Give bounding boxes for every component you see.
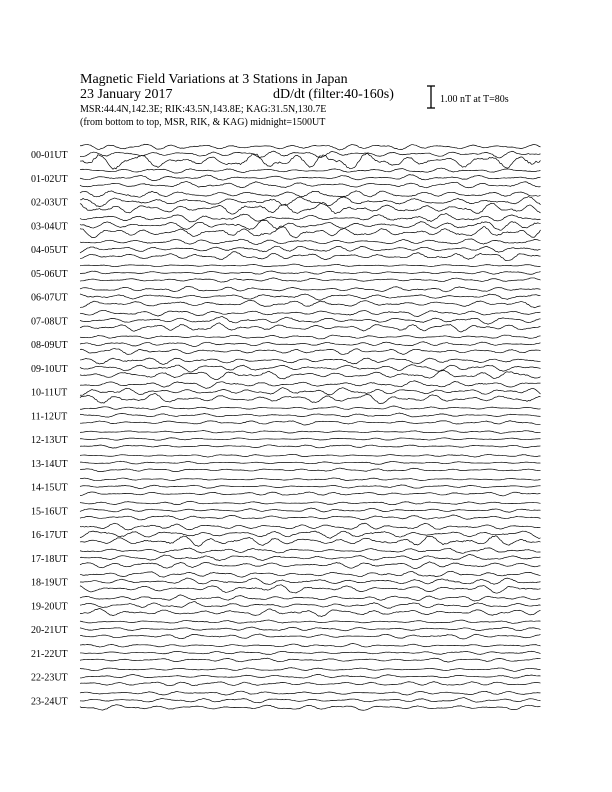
row-00-01UT [31, 144, 541, 169]
trace-MSR [80, 658, 541, 662]
trace-MSR [80, 393, 541, 403]
trace-RIK [80, 602, 541, 609]
row-label: 01-02UT [31, 173, 68, 185]
trace-KAG [80, 214, 541, 222]
row-label: 06-07UT [31, 292, 68, 304]
trace-RIK [80, 508, 541, 512]
row-label: 04-05UT [31, 245, 68, 256]
trace-KAG [80, 310, 541, 316]
row-label: 19-20UT [31, 601, 68, 613]
trace-KAG [80, 478, 541, 481]
trace-KAG [80, 381, 541, 389]
trace-KAG [80, 286, 541, 292]
chart-date: 23 January 2017 [80, 87, 173, 102]
station-coordinates: MSR:44.4N,142.3E; RIK:43.5N,143.8E; KAG:31.5N,130.7E [80, 104, 327, 115]
trace-MSR [80, 609, 541, 617]
row-label: 21-22UT [31, 648, 68, 660]
trace-KAG [80, 691, 541, 695]
trace-RIK [80, 531, 541, 538]
trace-KAG [80, 571, 541, 577]
row-10-11UT [31, 381, 541, 404]
trace-RIK [80, 413, 541, 417]
trace-RIK [80, 220, 541, 230]
trace-KAG [80, 668, 541, 672]
row-11-12UT [31, 406, 541, 425]
row-02-03UT [31, 191, 541, 214]
row-06-07UT [31, 286, 541, 307]
trace-MSR [80, 300, 541, 307]
trace-MSR [80, 705, 541, 711]
trace-MSR [80, 349, 541, 355]
trace-MSR [80, 682, 541, 686]
row-21-22UT [31, 644, 541, 662]
row-20-21UT [31, 620, 541, 639]
trace-MSR [80, 181, 541, 187]
row-18-19UT [31, 571, 541, 593]
trace-RIK [80, 554, 541, 560]
trace-RIK [80, 271, 541, 274]
trace-KAG [80, 454, 541, 457]
scale-bar [427, 86, 435, 108]
row-label: 00-01UT [31, 150, 68, 161]
row-03-04UT [31, 214, 541, 238]
trace-RIK [80, 317, 541, 325]
trace-RIK [80, 246, 541, 253]
row-07-08UT [31, 310, 541, 332]
trace-MSR [80, 634, 541, 639]
row-label: 10-11UT [31, 387, 68, 399]
row-label: 15-16UT [31, 506, 68, 518]
row-15-16UT [31, 501, 541, 520]
row-label: 09-10UT [31, 363, 68, 375]
trace-KAG [80, 644, 541, 647]
row-13-14UT [31, 454, 541, 471]
trace-KAG [80, 239, 541, 245]
trace-RIK [80, 485, 541, 489]
trace-RIK [80, 151, 541, 158]
row-17-18UT [31, 548, 541, 569]
trace-KAG [80, 548, 541, 553]
chart-quantity: dD/dt (filter:40-160s) [273, 87, 394, 102]
trace-MSR [80, 585, 541, 593]
trace-KAG [80, 191, 541, 197]
trace-KAG [80, 501, 541, 504]
row-14-15UT [31, 478, 541, 496]
trace-RIK [80, 461, 541, 464]
trace-MSR [80, 278, 541, 282]
trace-RIK [80, 697, 541, 702]
trace-RIK [80, 342, 541, 347]
trace-MSR [80, 323, 541, 332]
trace-MSR [80, 370, 541, 380]
row-12-13UT [31, 430, 541, 448]
trace-KAG [80, 523, 541, 530]
trace-MSR [80, 252, 541, 261]
row-label: 05-06UT [31, 268, 68, 280]
row-label: 22-23UT [31, 672, 68, 684]
row-label: 02-03UT [31, 197, 68, 209]
trace-RIK [80, 438, 541, 440]
row-08-09UT [31, 335, 541, 354]
row-04-05UT [31, 239, 541, 261]
row-01-02UT [31, 168, 541, 188]
row-16-17UT [31, 523, 541, 546]
row-label: 23-24UT [31, 696, 68, 708]
scale-bar-label: 1.00 nT at T=80s [440, 94, 509, 105]
chart-title: Magnetic Field Variations at 3 Stations in Japan [80, 72, 348, 87]
trace-RIK [80, 388, 541, 396]
trace-MSR [80, 492, 541, 496]
row-label: 16-17UT [31, 530, 68, 541]
row-label: 17-18UT [31, 553, 68, 565]
row-19-20UT [31, 595, 541, 617]
trace-RIK [80, 578, 541, 584]
trace-KAG [80, 144, 541, 150]
trace-MSR [80, 515, 541, 520]
row-label: 14-15UT [31, 482, 68, 494]
trace-MSR [80, 445, 541, 448]
row-05-06UT [31, 264, 541, 282]
row-label: 11-12UT [31, 411, 68, 423]
trace-MSR [80, 153, 541, 169]
row-23-24UT [31, 691, 541, 710]
station-order-note: (from bottom to top, MSR, RIK, & KAG) midnight=1500UT [80, 117, 326, 128]
row-traces [31, 144, 541, 710]
trace-MSR [80, 226, 541, 238]
trace-RIK [80, 365, 541, 372]
row-22-23UT [31, 668, 541, 686]
trace-MSR [80, 202, 541, 214]
trace-RIK [80, 196, 541, 206]
trace-RIK [80, 294, 541, 300]
trace-MSR [80, 562, 541, 569]
row-label: 12-13UT [31, 435, 68, 446]
trace-RIK [80, 651, 541, 654]
trace-KAG [80, 264, 541, 267]
trace-MSR [80, 421, 541, 425]
trace-KAG [80, 595, 541, 601]
trace-KAG [80, 358, 541, 364]
row-label: 18-19UT [31, 577, 68, 589]
row-label: 03-04UT [31, 221, 68, 233]
trace-KAG [80, 406, 541, 409]
trace-KAG [80, 335, 541, 339]
row-label: 13-14UT [31, 458, 68, 470]
row-label: 20-21UT [31, 625, 68, 636]
row-label: 08-09UT [31, 340, 68, 351]
row-label: 07-08UT [31, 316, 68, 328]
trace-KAG [80, 168, 541, 173]
trace-KAG [80, 620, 541, 623]
trace-RIK [80, 674, 541, 678]
trace-RIK [80, 627, 541, 631]
row-09-10UT [31, 358, 541, 380]
trace-RIK [80, 175, 541, 181]
trace-KAG [80, 430, 541, 433]
trace-MSR [80, 468, 541, 472]
